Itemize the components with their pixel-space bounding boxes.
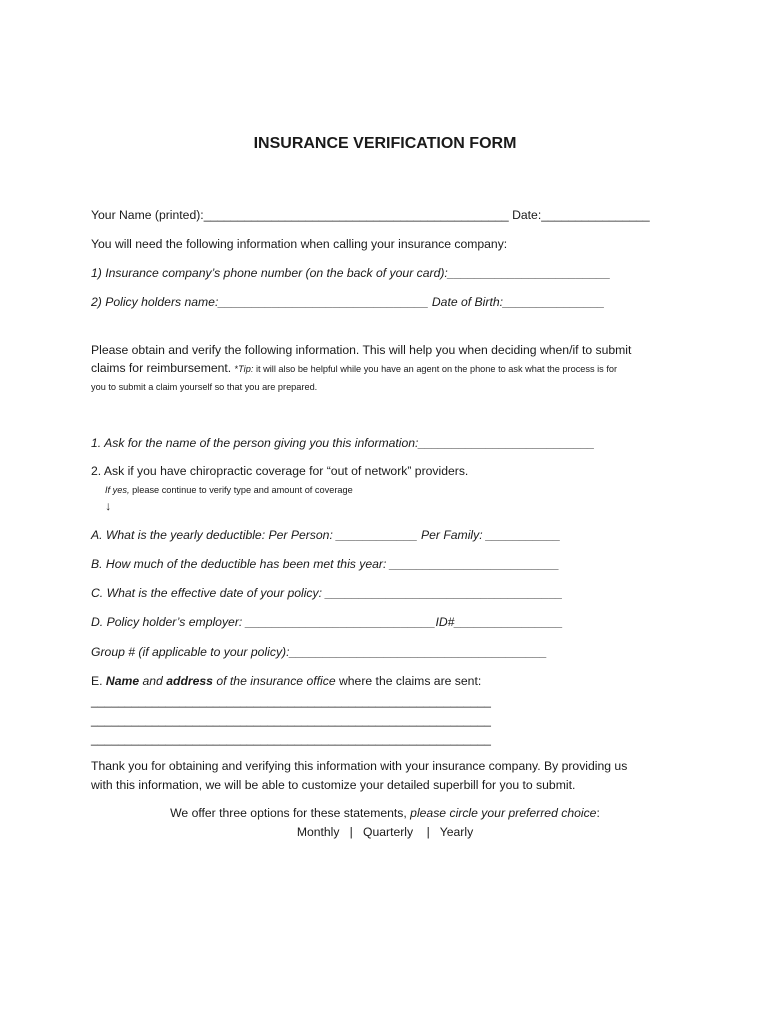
item1-label: 1) Insurance company’s phone number (on the back of your card): [91, 266, 448, 280]
q2-line: 2. Ask if you have chiropractic coverage for “out of network” providers. [91, 464, 469, 478]
qd-employer-blank[interactable]: ____________________________ [245, 615, 436, 629]
down-arrow-icon: ↓ [105, 499, 112, 513]
qb-blank[interactable]: _________________________ [389, 557, 560, 571]
tip-label: Tip: [238, 364, 254, 374]
intro-text: You will need the following information when calling your insurance company: [91, 237, 508, 251]
date-label: Date: [508, 208, 542, 222]
obtain-line-2-main: claims for reimbursement. [91, 361, 235, 375]
qa-line [91, 527, 561, 543]
q1-label: 1. Ask for the name of the person giving you this information: [91, 436, 419, 450]
item2-line [91, 294, 605, 310]
group-line [91, 644, 547, 660]
item2-dob-blank[interactable]: _______________ [503, 295, 605, 309]
q1-line [91, 435, 595, 451]
offer-text: We offer three options for these statements, [170, 806, 411, 820]
tip-text-2: you to submit a claim yourself so that you are prepared. [91, 382, 318, 392]
date-blank[interactable]: ________________ [541, 208, 650, 222]
q1-blank[interactable]: __________________________ [418, 436, 595, 450]
offer-italic: please circle your preferred choice [410, 806, 597, 820]
obtain-line-2 [91, 360, 617, 377]
qd-label: D. Policy holder’s employer: [91, 615, 246, 629]
q2-sub-italic: If yes, [105, 485, 130, 495]
name-blank[interactable]: _____________________________________________ [203, 208, 509, 222]
item2-label: 2) Policy holders name: [91, 295, 219, 309]
qe-end: where the claims are sent: [335, 674, 482, 688]
item1-line [91, 265, 610, 281]
qe-address: address [166, 674, 213, 688]
qa-family-label: Per Family: [417, 528, 486, 542]
qb-line [91, 556, 559, 572]
qa-per-person-blank[interactable]: ____________ [336, 528, 418, 542]
q2-sub-line [105, 482, 353, 498]
qd-id-label: ID# [435, 615, 455, 629]
address-blank-2[interactable]: ___________________________________________________________ [91, 713, 491, 727]
address-blank-3[interactable]: ___________________________________________________________ [91, 732, 491, 746]
tip-text-1: it will also be helpful while you have an agent on the phone to ask what the process is for [253, 364, 618, 374]
thanks-line-2: with this information, we will be able to customize your detailed superbill for you to submit. [91, 778, 576, 792]
qa-label: A. What is the yearly deductible: Per Person: [91, 528, 337, 542]
qc-label: C. What is the effective date of your policy: [91, 586, 326, 600]
qc-line [91, 585, 563, 601]
name-date-line [91, 207, 650, 223]
item2-dob-label: Date of Birth: [428, 295, 503, 309]
qc-blank[interactable]: ___________________________________ [325, 586, 563, 600]
statement-choices[interactable]: Monthly | Quarterly | Yearly [296, 825, 474, 839]
item2-blank[interactable]: _______________________________ [218, 295, 429, 309]
offer-line [0, 805, 770, 821]
tip-star: * [234, 364, 239, 374]
name-label: Your Name (printed): [91, 208, 204, 222]
obtain-line-1: Please obtain and verify the following information. This will help you when deciding when/if to submit [91, 343, 632, 357]
qb-label: B. How much of the deductible has been met this year: [91, 557, 390, 571]
qe-line [91, 673, 481, 689]
offer-colon: : [596, 806, 600, 820]
thanks-line-1: Thank you for obtaining and verifying this information with your insurance company. By providing us [91, 759, 628, 773]
qe-prefix: E. [91, 674, 106, 688]
address-blank-1[interactable]: ___________________________________________________________ [91, 694, 491, 708]
q2-sub-text: please continue to verify type and amount of coverage [129, 485, 353, 495]
qe-name: Name [105, 674, 140, 688]
form-title: INSURANCE VERIFICATION FORM [253, 135, 517, 152]
qa-per-family-blank[interactable]: ___________ [485, 528, 561, 542]
qe-rest: of the insurance office [212, 674, 336, 688]
qd-id-blank[interactable]: ________________ [454, 615, 563, 629]
qd-line [91, 614, 563, 630]
item1-blank[interactable]: ________________________ [447, 266, 611, 280]
qe-and: and [139, 674, 167, 688]
group-label: Group # (if applicable to your policy): [91, 645, 290, 659]
group-blank[interactable]: ______________________________________ [289, 645, 548, 659]
